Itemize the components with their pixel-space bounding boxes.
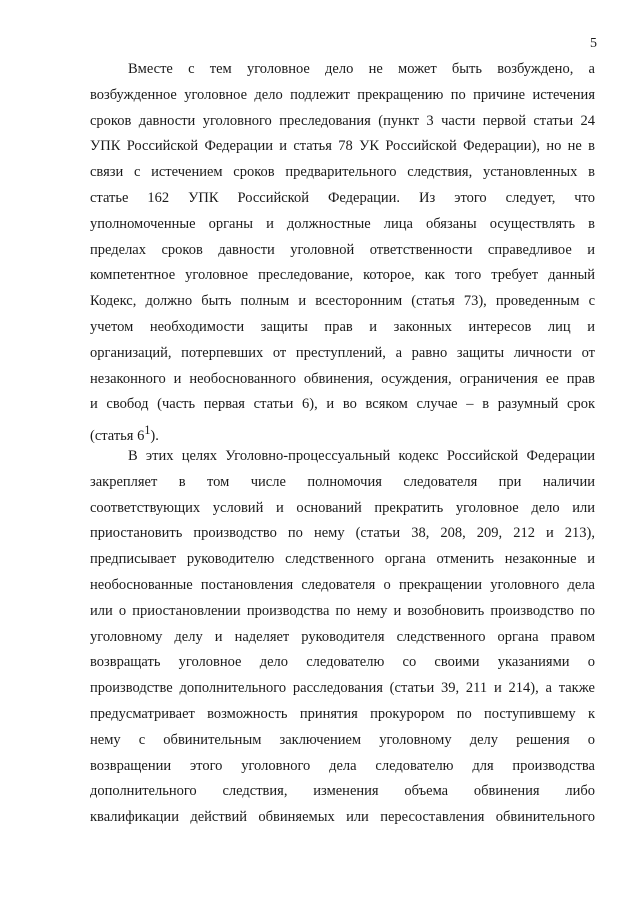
text-line: пределах сроков давности уголовной ответственности справедливое и [90, 241, 595, 258]
text-line: связи с истечением сроков предварительного следствия, установленных в [90, 164, 595, 181]
text-line: соответствующих условий и оснований прекратить уголовное дело или [90, 499, 595, 516]
text-line: Вместе с тем уголовное дело не может быть возбуждено, а [128, 61, 595, 77]
text-line: необоснованные постановления следователя о прекращении уголовного дела [90, 576, 595, 593]
text-line: или о приостановлении производства по нему и возобновить производство по [90, 602, 595, 619]
page-number: 5 [590, 36, 597, 51]
text-line: возбужденное уголовное дело подлежит прекращению по причине истечения [90, 86, 595, 103]
text-line: организаций, потерпевших от преступлений, а равно защиты личности от [90, 344, 595, 361]
text-line: приостановить производство по нему (статьи 38, 208, 209, 212 и 213), [90, 525, 595, 542]
text-line: и свобод (часть первая статьи 6), и во всяком случае – в разумный срок [90, 396, 595, 413]
text-line: незаконного и необоснованного обвинения, осуждения, ограничения ее прав [90, 370, 595, 387]
text-line: Кодекс, должно быть полным и всесторонним (статья 73), проведенным с [90, 293, 595, 310]
text-line: возвращении этого уголовного дела следователю для производства [90, 757, 595, 774]
text-line: учетом необходимости защиты прав и законных интересов лиц и [90, 318, 595, 335]
text-line: предусматривает возможность принятия прокурором по поступившему к [90, 705, 595, 722]
text-line-last [90, 418, 595, 444]
text-line: производстве дополнительного расследования (статьи 39, 211 и 214), а также [90, 680, 595, 697]
text-line: возвращать уголовное дело следователю со своими указаниями о [90, 654, 595, 671]
text-line: предписывает руководителю следственного органа отменить незаконные и [90, 551, 595, 568]
text-line: сроков давности уголовного преследования (пункт 3 части первой статьи 24 [90, 112, 595, 129]
superscript: 1 [144, 423, 151, 438]
paragraph-1 [90, 57, 595, 444]
text-line: В этих целях Уголовно-процессуальный кодекс Российской Федерации [128, 447, 595, 464]
text-line: дополнительного следствия, изменения объема обвинения либо [90, 783, 595, 800]
text-line: уполномоченные органы и должностные лица обязаны осуществлять в [90, 215, 595, 232]
paragraph-2 [90, 444, 595, 831]
text-line: закрепляет в том числе полномочия следователя при наличии [90, 473, 595, 490]
text-fragment: ). [150, 427, 159, 444]
text-line: уголовному делу и наделяет руководителя следственного органа правом [90, 628, 595, 645]
text-line: УПК Российской Федерации и статья 78 УК Российской Федерации), но не в [90, 138, 595, 155]
document-body [90, 57, 595, 831]
text-fragment: (статья 6 [90, 427, 145, 444]
text-line: статье 162 УПК Российской Федерации. Из этого следует, что [90, 189, 595, 206]
text-line: компетентное уголовное преследование, которое, как того требует данный [90, 267, 595, 284]
text-line: квалификации действий обвиняемых или пересоставления обвинительного [90, 809, 595, 826]
text-line: нему с обвинительным заключением уголовному делу решения о [90, 731, 595, 748]
